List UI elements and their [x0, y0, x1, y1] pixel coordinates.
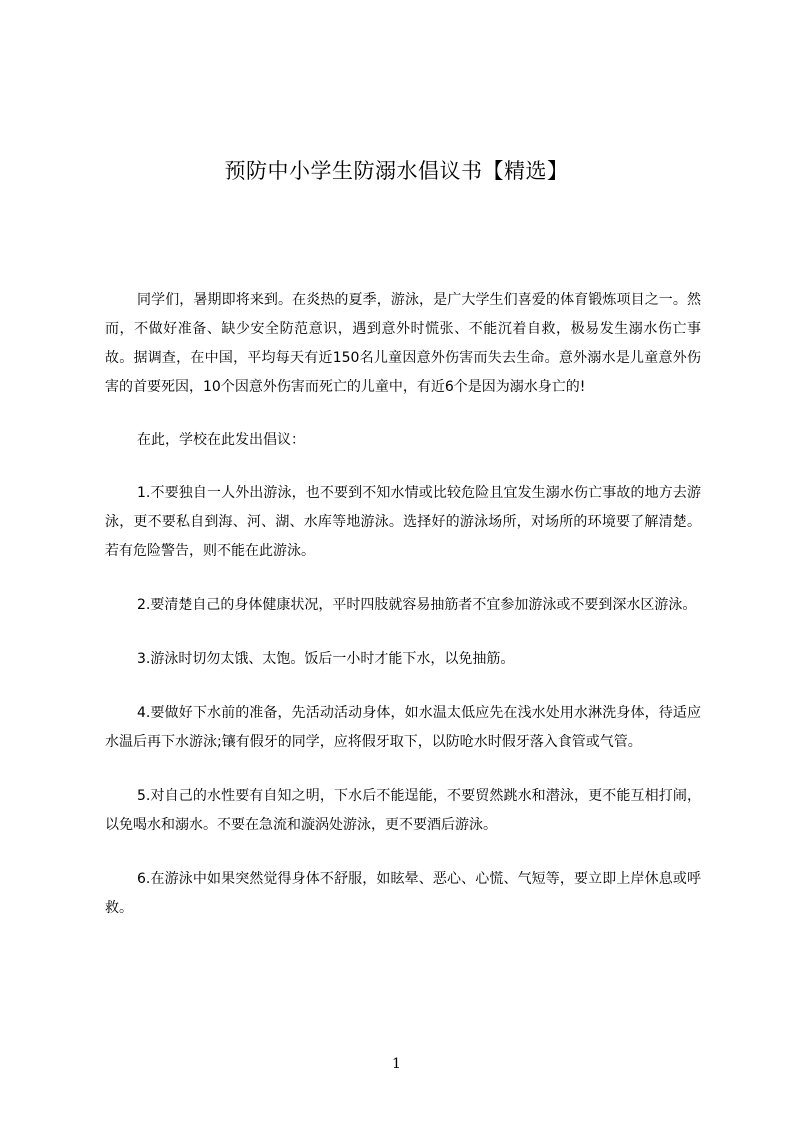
proposal-intro: 在此，学校在此发出倡议： — [137, 432, 305, 448]
proposal-item-6: 6.在游泳中如果突然觉得身体不舒服，如眩晕、恶心、心慌、气短等，要立即上岸休息或呼救。 — [105, 871, 701, 916]
proposal-item-2: 2.要清楚自己的身体健康状况，平时四肢就容易抽筋者不宜参加游泳或不要到深水区游泳。 — [137, 597, 697, 613]
proposal-item-5: 5.对自己的水性要有自知之明，下水后不能逞能，不要贸然跳水和潜泳，更不能互相打闹，以免喝水和溺水。不要在急流和漩涡处游泳，更不要酒后游泳。 — [105, 788, 701, 833]
document-title: 预防中小学生防溺水倡议书【精选】 — [224, 159, 569, 184]
proposal-item-4: 4.要做好下水前的准备，先活动活动身体，如水温太低应先在浅水处用水淋洗身体，待适应水温后再下水游泳;镶有假牙的同学，应将假牙取下，以防呛水时假牙落入食管或气管。 — [105, 705, 701, 750]
proposal-item-1: 1.不要独自一人外出游泳，也不要到不知水情或比较危险且宜发生溺水伤亡事故的地方去游泳，更不要私自到海、河、湖、水库等地游泳。选择好的游泳场所，对场所的环境要了解清楚。若有危险警告，则不能在此游泳。 — [105, 485, 701, 559]
document-body — [105, 286, 701, 923]
proposal-item-3: 3.游泳时切勿太饿、太饱。饭后一小时才能下水，以免抽筋。 — [137, 651, 515, 667]
intro-paragraph: 同学们，暑期即将来到。在炎热的夏季，游泳，是广大学生们喜爱的体育锻炼项目之一。然而，不做好准备、缺少安全防范意识，遇到意外时慌张、不能沉着自救，极易发生溺水伤亡事故。据调查，在中国，平均每天有近150名儿童因意外伤害而失去生命。意外溺水是儿童意外伤害的首要死因，10个因意外伤害而死亡的儿童中，有近6个是因为溺水身亡的! — [105, 292, 701, 395]
page-number: 1 — [392, 1056, 401, 1072]
